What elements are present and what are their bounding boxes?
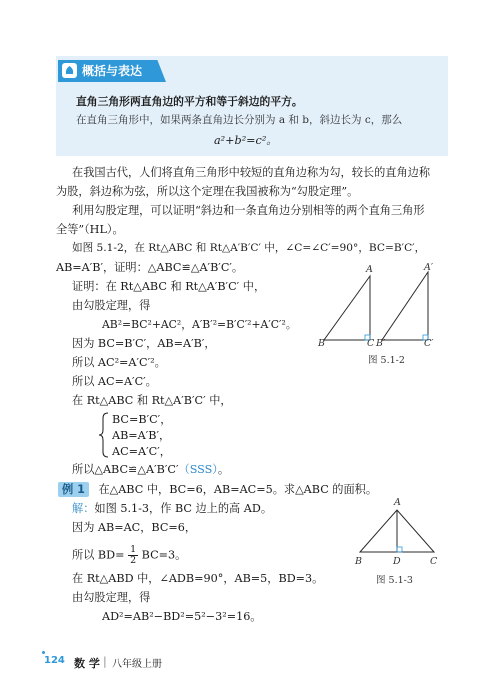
proof-conclusion [72,462,229,477]
fig1-label-a-prime: A′ [424,262,434,273]
theorem-statement: 直角三角形两直角边的平方和等于斜边的平方。 [76,95,303,108]
proof-line-7: 在 Rt△ABC 和 Rt△A′B′C′ 中， [72,394,232,407]
system-line-1: BC=B′C′， [112,413,172,426]
footer-book: 八年级上册 [112,659,162,670]
fig1-label-b-prime: B′ [376,338,386,349]
fig1-label-a: A [366,264,373,275]
para-2-line-1: 利用勾股定理，可以证明“斜边和一条直角边分别相等的两个直角三角形 [72,204,425,217]
solution-line-6: AD²=AB²−BD²=5²−3²=16。 [102,610,262,623]
fraction-denominator: 2 [130,555,137,566]
fraction-numerator: 1 [130,544,137,555]
proof-line-2: 由勾股定理，得 [72,299,151,312]
system-line-3: AC=A′C′， [112,445,171,458]
solution-label: 解： [72,502,95,515]
solution-line-2: 因为 AB=AC，BC=6， [72,521,197,534]
system-line-2: AB=A′B′， [112,429,171,442]
brace-icon [98,412,110,458]
fig2-label-d: D [393,556,401,567]
proof-line-5: 所以 AC²=A′C′²。 [72,356,166,369]
fraction [128,545,138,566]
theorem-formula: a²+b²=c²。 [214,134,278,147]
fig1-caption: 图 5.1-2 [368,355,405,366]
fig1-label-b: B [318,338,325,349]
fig2-label-c: C [430,556,438,567]
section-icon [62,63,77,78]
footer-dot [42,651,45,654]
proof-line-1: 证明：在 Rt△ABC 和 Rt△A′B′C′ 中， [72,280,266,293]
example-question: 在△ABC 中，BC=6，AB=AC=5。求△ABC 的面积。 [98,483,378,496]
section-title: 概括与表达 [82,64,143,78]
example-tag: 例 1 [58,482,89,497]
proof-line-3: AB²=BC²+AC²，A′B′²=B′C′²+A′C′²。 [102,318,297,331]
solution-line-1 [72,501,272,516]
proof-conclusion-end: 。 [217,463,230,476]
solution-text-3: 所以 BD= [72,548,125,562]
figure-5-1-3 [356,508,438,556]
footer-separator: | [103,655,107,668]
proof-conclusion-text: 所以△ABC≌△A′B′C′ [72,463,179,476]
fig1-label-c-prime: C′ [424,338,434,349]
solution-text-1: 如图 5.1-3，作 BC 边上的高 AD。 [94,502,273,515]
solution-line-3 [72,545,186,566]
proof-line-6: 所以 AC=A′C′。 [72,375,157,388]
para-1-line-1: 在我国古代，人们将直角三角形中较短的直角边称为勾，较长的直角边称 [72,166,431,179]
fig2-caption: 图 5.1-3 [376,575,413,586]
solution-text-3b: BC=3。 [141,548,187,562]
sss-tag: （SSS） [178,463,218,476]
solution-line-4: 在 Rt△ABD 中，∠ADB=90°，AB=5，BD=3。 [72,572,324,585]
fig2-label-a: A [394,497,401,508]
para-2-line-2: 全等”（HL）。 [56,223,124,236]
page-number: 124 [44,655,65,666]
proof-line-4: 因为 BC=B′C′，AB=A′B′， [72,337,216,350]
footer-subject: 数 学 [74,657,100,670]
solution-line-5: 由勾股定理，得 [72,591,151,604]
fig1-label-c: C [367,338,375,349]
para-3-line-2: AB=A′B′，证明：△ABC≌△A′B′C′。 [56,261,244,274]
fig2-label-b: B [355,556,362,567]
theorem-detail: 在直角三角形中，如果两条直角边长分别为 a 和 b，斜边长为 c，那么 [76,114,403,126]
para-1-line-2: 为股，斜边称为弦，所以这个定理在我国被称为“勾股定理”。 [56,185,359,198]
para-3-line-1: 如图 5.1-2，在 Rt△ABC 和 Rt△A′B′C′ 中，∠C=∠C′=90°，BC=B′C′， [72,242,426,254]
example-heading [58,482,377,497]
